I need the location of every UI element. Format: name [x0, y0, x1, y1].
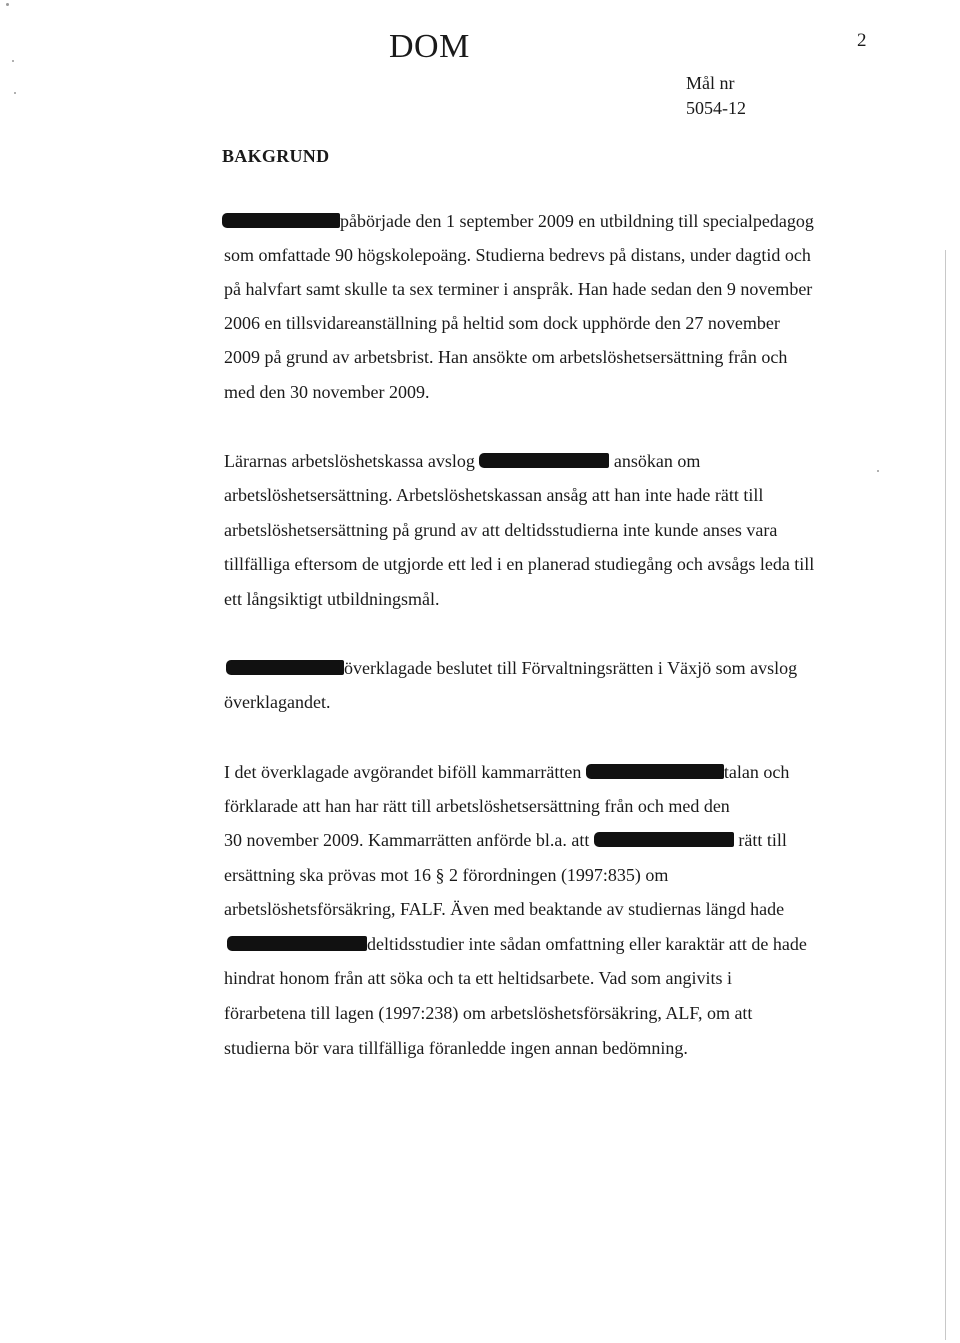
page-number: 2 [857, 30, 867, 51]
case-number: 5054-12 [686, 98, 746, 118]
paragraph-1-line-4: 2006 en tillsvidareanställning på heltid som dock upphörde den 27 november [224, 313, 780, 333]
paragraph-4-line-3 [224, 831, 787, 849]
line-text: Lärarnas arbetslöshetskassa avslog [224, 451, 475, 471]
scan-speck [14, 92, 16, 94]
paragraph-1-line-5: 2009 på grund av arbetsbrist. Han ansökte om arbetslöshetsersättning från och [224, 347, 788, 367]
redacted-name [586, 764, 724, 779]
paragraph-1-line-3: på halvfart samt skulle ta sex terminer i anspråk. Han hade sedan den 9 november [224, 279, 813, 299]
paragraph-1-line-2: som omfattade 90 högskolepoäng. Studierna bedrevs på distans, under dagtid och [224, 245, 811, 265]
line-text: I det överklagade avgörandet biföll kammarrätten [224, 762, 582, 782]
line-text: överklagade beslutet till Förvaltningsrätten i Växjö som avslog [344, 658, 798, 678]
scan-speck [877, 470, 879, 472]
paragraph-2-line-4: tillfälliga eftersom de utgjorde ett led i en planerad studiegång och avsågs leda till [224, 554, 815, 574]
redacted-name [479, 453, 609, 468]
paragraph-4-line-2: förklarade att han har rätt till arbetslöshetsersättning från och med den [224, 796, 730, 816]
paragraph-2-line-5: ett långsiktigt utbildningsmål. [224, 589, 440, 609]
line-text: deltidsstudier inte sådan omfattning eller karaktär att de hade [367, 934, 807, 954]
paragraph-4-line-7: hindrat honom från att söka och ta ett heltidsarbete. Vad som angivits i [224, 968, 733, 988]
paragraph-4-line-1 [224, 763, 789, 781]
paragraph-3-line-2: överklagandet. [224, 692, 331, 712]
paragraph-2-line-1 [224, 452, 700, 470]
line-text: talan och [723, 762, 790, 782]
redacted-name [226, 660, 344, 675]
paragraph-1-line-1 [222, 212, 814, 230]
document-title: DOM [389, 28, 470, 65]
line-text: 30 november 2009. Kammarrätten anförde bl.a. att [224, 830, 590, 850]
paragraph-4-line-4: ersättning ska prövas mot 16 § 2 förordningen (1997:835) om [224, 865, 669, 885]
line-text: rätt till [738, 830, 787, 850]
paragraph-2-line-3: arbetslöshetsersättning på grund av att deltidsstudierna inte kunde anses vara [224, 520, 778, 540]
scan-speck [12, 60, 14, 62]
paragraph-4-line-9: studierna bör vara tillfälliga föranledde ingen annan bedömning. [224, 1038, 688, 1058]
scan-edge-line [945, 250, 946, 1340]
scan-speck [6, 3, 9, 6]
paragraph-2-line-2: arbetslöshetsersättning. Arbetslöshetskassan ansåg att han inte hade rätt till [224, 485, 764, 505]
case-number-label: Mål nr [686, 73, 735, 93]
line-text: ansökan om [613, 451, 701, 471]
paragraph-4-line-5: arbetslöshetsförsäkring, FALF. Även med beaktande av studiernas längd hade [224, 899, 785, 919]
line-text: påbörjade den 1 september 2009 en utbildning till specialpedagog [340, 211, 814, 231]
redacted-name [594, 832, 734, 847]
redacted-name [227, 936, 367, 951]
paragraph-4-line-8: förarbetena till lagen (1997:238) om arbetslöshetsförsäkring, ALF, om att [224, 1003, 753, 1023]
redacted-name [222, 213, 340, 228]
paragraph-1-line-6: med den 30 november 2009. [224, 382, 430, 402]
section-heading: BAKGRUND [222, 146, 330, 166]
paragraph-3-line-1 [226, 659, 797, 677]
paragraph-4-line-6 [227, 935, 807, 953]
